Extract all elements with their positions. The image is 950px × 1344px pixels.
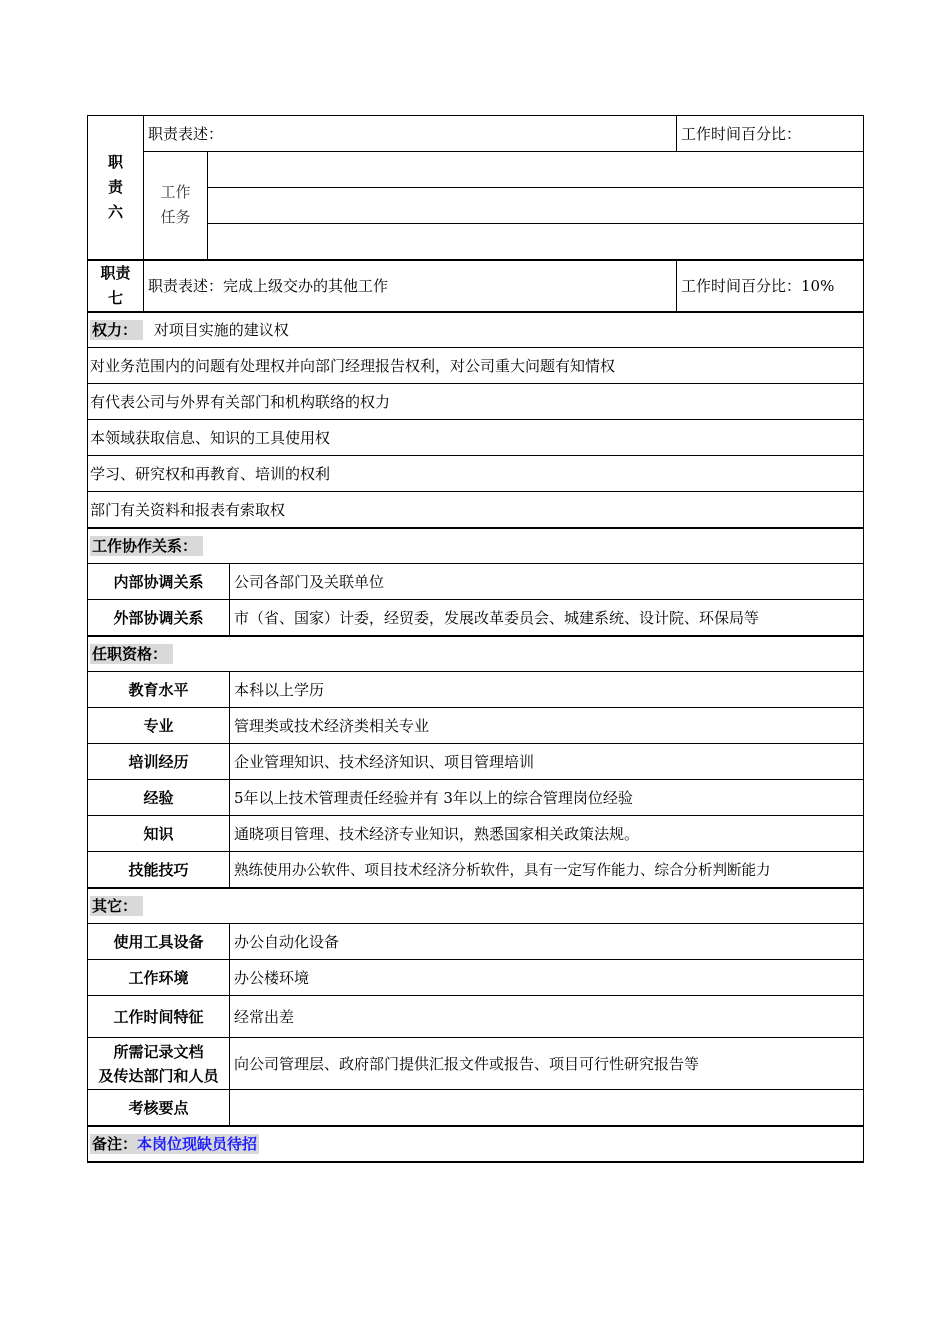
- qualification-label: 专业: [88, 708, 230, 744]
- other-value[interactable]: [230, 1090, 864, 1126]
- power-heading-row: [88, 312, 864, 348]
- power-item: 学习、研究权和再教育、培训的权利: [88, 456, 864, 492]
- cooperation-heading-row: [88, 528, 864, 564]
- duty7-desc: 职责表述：完成上级交办的其他工作: [144, 260, 677, 312]
- cooperation-value: 公司各部门及关联单位: [230, 564, 864, 600]
- duty6-task-label: [144, 152, 208, 260]
- other-label-line1: 所需记录文档: [113, 1042, 204, 1061]
- qualification-value: 5年以上技术管理责任经验并有 3年以上的综合管理岗位经验: [230, 780, 864, 816]
- job-table: [87, 115, 864, 1163]
- other-value: 办公楼环境: [230, 960, 864, 996]
- cooperation-heading: 工作协作关系：: [90, 536, 203, 556]
- duty7-label-line2: 七: [107, 288, 123, 307]
- qualification-value: 通晓项目管理、技术经济专业知识，熟悉国家相关政策法规。: [230, 816, 864, 852]
- duty6-task-1[interactable]: [208, 152, 864, 188]
- power-heading: 权力：: [90, 320, 143, 340]
- note-prefix: 备注：: [92, 1135, 138, 1153]
- job-description-sheet: [87, 115, 863, 1163]
- other-value: 办公自动化设备: [230, 924, 864, 960]
- other-label-line2: 及传达部门和人员: [98, 1066, 219, 1085]
- power-item: 对业务范围内的问题有处理权并向部门经理报告权利，对公司重大问题有知情权: [88, 348, 864, 384]
- other-label-multiline: [88, 1038, 230, 1090]
- note-row: [88, 1126, 864, 1162]
- qualification-label: 培训经历: [88, 744, 230, 780]
- cooperation-label: 外部协调关系: [88, 600, 230, 636]
- duty7-label: [88, 260, 144, 312]
- qualification-value: 熟练使用办公软件、项目技术经济分析软件，具有一定写作能力、综合分析判断能力: [230, 852, 864, 888]
- cooperation-label: 内部协调关系: [88, 564, 230, 600]
- other-label: 考核要点: [88, 1090, 230, 1126]
- duty6-label-line3: 六: [107, 202, 123, 221]
- other-label: 工作时间特征: [88, 996, 230, 1038]
- duty7-label-line1: 职责: [100, 263, 131, 282]
- duty6-label-line1: 职: [107, 152, 123, 171]
- power-item: 本领域获取信息、知识的工具使用权: [88, 420, 864, 456]
- qualification-label: 经验: [88, 780, 230, 816]
- power-item: 部门有关资料和报表有索取权: [88, 492, 864, 528]
- other-label: 工作环境: [88, 960, 230, 996]
- duty6-percent-label: 工作时间百分比：: [677, 116, 864, 152]
- other-value: 经常出差: [230, 996, 864, 1038]
- cooperation-value: 市（省、国家）计委，经贸委，发展改革委员会、城建系统、设计院、环保局等: [230, 600, 864, 636]
- qualification-value: 本科以上学历: [230, 672, 864, 708]
- note-text: 本岗位现缺员待招: [137, 1135, 258, 1153]
- duty6-task-3[interactable]: [208, 224, 864, 260]
- other-heading-row: [88, 888, 864, 924]
- other-heading: 其它：: [90, 896, 143, 916]
- duty6-task-2[interactable]: [208, 188, 864, 224]
- qualification-value: 企业管理知识、技术经济知识、项目管理培训: [230, 744, 864, 780]
- qualification-label: 知识: [88, 816, 230, 852]
- duty6-label: [88, 116, 144, 260]
- duty6-label-line2: 责: [107, 177, 123, 196]
- power-item: 有代表公司与外界有关部门和机构联络的权力: [88, 384, 864, 420]
- other-value: 向公司管理层、政府部门提供汇报文件或报告、项目可行性研究报告等: [230, 1038, 864, 1090]
- other-label: 使用工具设备: [88, 924, 230, 960]
- qualification-value: 管理类或技术经济类相关专业: [230, 708, 864, 744]
- duty6-task-line1: 工作: [160, 183, 191, 202]
- qualification-heading: 任职资格：: [90, 644, 173, 664]
- qualification-label: 技能技巧: [88, 852, 230, 888]
- power-first-item: 对项目实施的建议权: [153, 321, 289, 340]
- qualification-label: 教育水平: [88, 672, 230, 708]
- duty6-desc-label: 职责表述：: [144, 116, 677, 152]
- qualification-heading-row: [88, 636, 864, 672]
- duty6-task-line2: 任务: [160, 208, 191, 227]
- duty7-percent: 工作时间百分比：10%: [677, 260, 864, 312]
